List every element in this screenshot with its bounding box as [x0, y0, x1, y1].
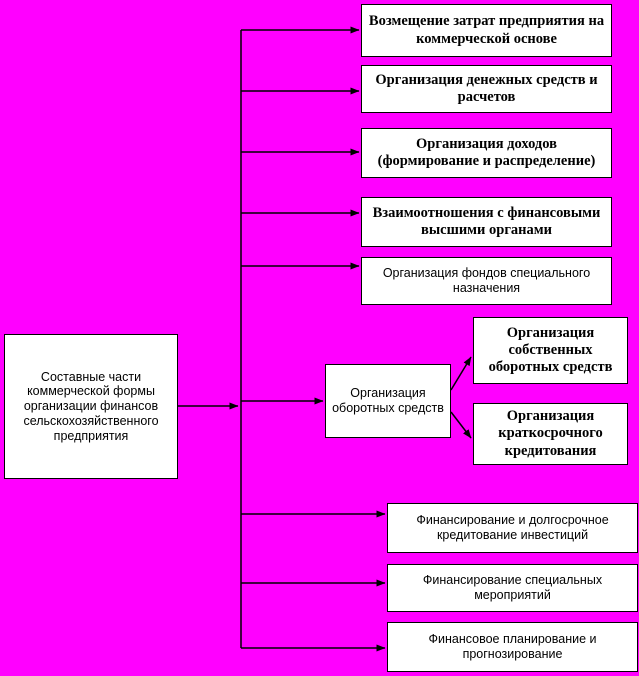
- node-bottom-3: [387, 622, 638, 672]
- node-top-4: [361, 197, 612, 247]
- node-top-5-label: Организация фондов специального назначения: [382, 266, 591, 295]
- node-top-3: [361, 128, 612, 178]
- node-middle-child-2: [473, 403, 628, 465]
- node-top-2: [361, 65, 612, 113]
- node-middle-current-assets: [325, 364, 451, 438]
- node-top-2-label: Организация денежных средств и расчетов: [375, 71, 598, 105]
- node-bottom-1: [387, 503, 638, 553]
- node-bottom-2-label: Финансирование специальных мероприятий: [422, 573, 603, 602]
- node-middle-child-2-label: Организация краткосрочного кредитования: [498, 408, 603, 459]
- node-middle-label: Организация оборотных средств: [332, 386, 444, 415]
- node-top-1-label: Возмещение затрат предприятия на коммерческой основе: [368, 13, 605, 47]
- node-top-3-label: Организация доходов (формирование и распределение): [377, 135, 596, 169]
- node-top-4-label: Взаимоотношения с финансовыми высшими органами: [372, 204, 601, 238]
- node-root: [4, 334, 178, 479]
- node-bottom-1-label: Финансирование и долгосрочное кредитование инвестиций: [416, 513, 609, 542]
- node-top-5: [361, 257, 612, 305]
- node-bottom-3-label: Финансовое планирование и прогнозирование: [428, 632, 597, 661]
- node-bottom-2: [387, 564, 638, 612]
- node-top-1: [361, 4, 612, 57]
- node-root-label: Составные части коммерческой формы организации финансов сельскохозяйственного предприятия: [23, 369, 159, 443]
- node-middle-child-1: [473, 317, 628, 384]
- node-middle-child-1-label: Организация собственных оборотных средств: [488, 324, 613, 376]
